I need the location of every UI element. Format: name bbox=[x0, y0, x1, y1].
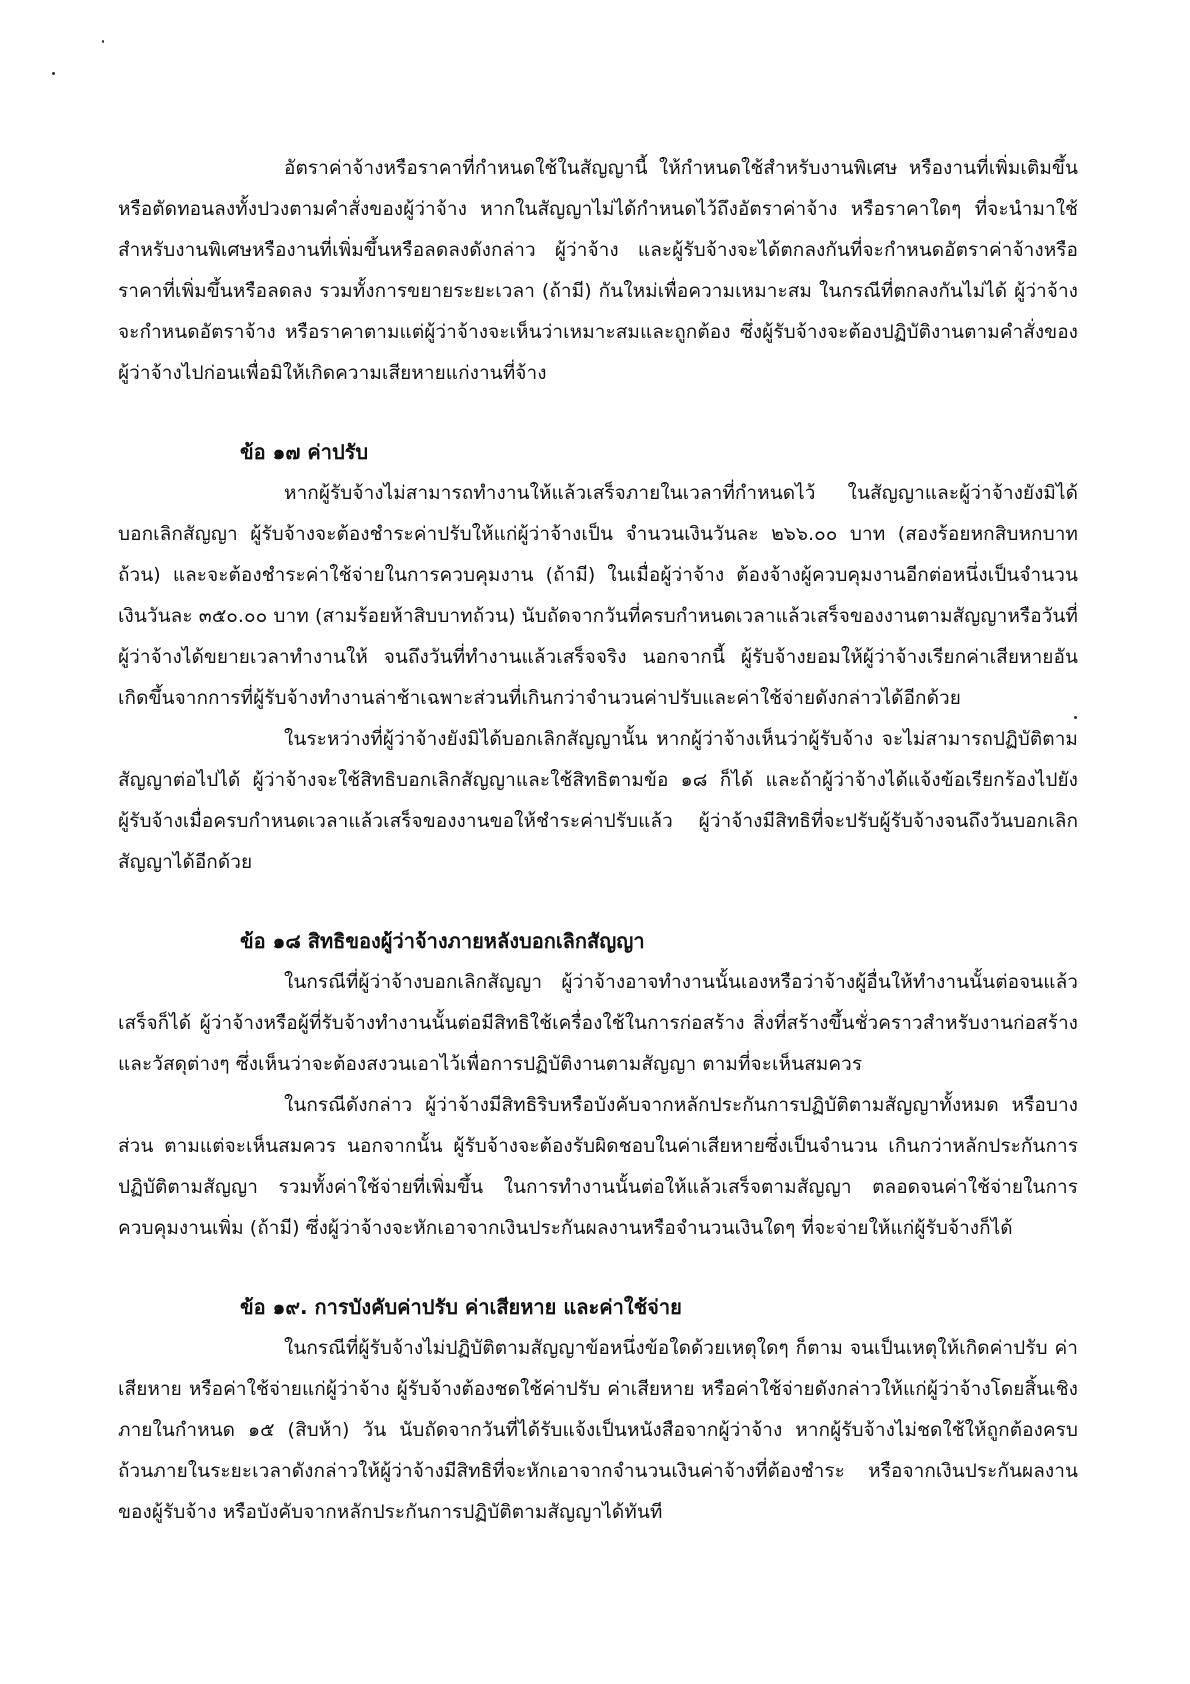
clause-17-paragraph-1: หากผู้รับจ้างไม่สามารถทำงานให้แล้วเสร็จภายในเวลาที่กำหนดไว้ ในสัญญาและผู้ว่าจ้างยังมิได้บอกเลิกสัญญา ผู้รับจ้างจะต้องชำระค่าปรับให้แก่ผู้ว่าจ้างเป็น จำนวนเงินวันละ ๒๖๖.๐๐ บาท (สองร้อยหกสิบหกบาทถ้วน) และจะต้องชำระค่าใช้จ่ายในการควบคุมงาน (ถ้ามี) ในเมื่อผู้ว่าจ้าง ต้องจ้างผู้ควบคุมงานอีกต่อหนึ่งเป็นจำนวนเงินวันละ ๓๕๐.๐๐ บาท (สามร้อยห้าสิบบาทถ้วน) นับถัดจากวันที่ครบกำหนดเวลาแล้วเสร็จของงานตามสัญญาหรือวันที่ผู้ว่าจ้างได้ขยายเวลาทำงานให้ จนถึงวันที่ทำงานแล้วเสร็จจริง นอกจากนี้ ผู้รับจ้างยอมให้ผู้ว่าจ้างเรียกค่าเสียหายอันเกิดขึ้นจากการที่ผู้รับจ้างทำงานล่าช้าเฉพาะส่วนที่เกินกว่าจำนวนค่าปรับและค่าใช้จ่ายดังกล่าวได้อีกด้วย bbox=[118, 482, 1078, 709]
intro-paragraph: อัตราค่าจ้างหรือราคาที่กำหนดใช้ในสัญญานี้ ให้กำหนดใช้สำหรับงานพิเศษ หรืองานที่เพิ่มเติมขึ้นหรือตัดทอนลงทั้งปวงตามคำสั่งของผู้ว่าจ้าง หากในสัญญาไม่ได้กำหนดไว้ถึงอัตราค่าจ้าง หรือราคาใดๆ ที่จะนำมาใช้สำหรับงานพิเศษหรืองานที่เพิ่มขึ้นหรือลดลงดังกล่าว ผู้ว่าจ้าง และผู้รับจ้างจะได้ตกลงกันที่จะกำหนดอัตราค่าจ้างหรือราคาที่เพิ่มขึ้นหรือลดลง รวมทั้งการขยายระยะเวลา (ถ้ามี) กันใหม่เพื่อความเหมาะสม ในกรณีที่ตกลงกันไม่ได้ ผู้ว่าจ้างจะกำหนดอัตราจ้าง หรือราคาตามแต่ผู้ว่าจ้างจะเห็นว่าเหมาะสมและถูกต้อง ซึ่งผู้รับจ้างจะต้องปฏิบัติงานตามคำสั่งของผู้ว่าจ้างไปก่อนเพื่อมิให้เกิดความเสียหายแก่งานที่จ้าง bbox=[118, 157, 1078, 384]
clause-19-heading: ข้อ ๑๙. การบังคับค่าปรับ ค่าเสียหาย และค่าใช้จ่าย bbox=[240, 1295, 682, 1319]
scan-speck bbox=[102, 40, 104, 43]
clause-17-heading: ข้อ ๑๗ ค่าปรับ bbox=[240, 440, 369, 464]
clause-18-heading: ข้อ ๑๘ สิทธิของผู้ว่าจ้างภายหลังบอกเลิกสัญญา bbox=[240, 929, 645, 953]
clause-17-paragraph-2: ในระหว่างที่ผู้ว่าจ้างยังมิได้บอกเลิกสัญญานั้น หากผู้ว่าจ้างเห็นว่าผู้รับจ้าง จะไม่สามารถปฏิบัติตามสัญญาต่อไปได้ ผู้ว่าจ้างจะใช้สิทธิบอกเลิกสัญญาและใช้สิทธิตามข้อ ๑๘ ก็ได้ และถ้าผู้ว่าจ้างได้แจ้งข้อเรียกร้องไปยังผู้รับจ้างเมื่อครบกำหนดเวลาแล้วเสร็จของงานขอให้ชำระค่าปรับแล้ว ผู้ว่าจ้างมีสิทธิที่จะปรับผู้รับจ้างจนถึงวันบอกเลิกสัญญาได้อีกด้วย bbox=[118, 728, 1078, 873]
clause-18-paragraph-1: ในกรณีที่ผู้ว่าจ้างบอกเลิกสัญญา ผู้ว่าจ้างอาจทำงานนั้นเองหรือว่าจ้างผู้อื่นให้ทำงานนั้นต่อจนแล้วเสร็จก็ได้ ผู้ว่าจ้างหรือผู้ที่รับจ้างทำงานนั้นต่อมีสิทธิใช้เครื่องใช้ในการก่อสร้าง สิ่งที่สร้างขึ้นชั่วคราวสำหรับงานก่อสร้างและวัสดุต่างๆ ซึ่งเห็นว่าจะต้องสงวนเอาไว้เพื่อการปฏิบัติงานตามสัญญา ตามที่จะเห็นสมควร bbox=[118, 971, 1078, 1075]
clause-19-paragraph-1: ในกรณีที่ผู้รับจ้างไม่ปฏิบัติตามสัญญาข้อหนึ่งข้อใดด้วยเหตุใดๆ ก็ตาม จนเป็นเหตุให้เกิดค่าปรับ ค่าเสียหาย หรือค่าใช้จ่ายแก่ผู้ว่าจ้าง ผู้รับจ้างต้องชดใช้ค่าปรับ ค่าเสียหาย หรือค่าใช้จ่ายดังกล่าวให้แก่ผู้ว่าจ้างโดยสิ้นเชิงภายในกำหนด ๑๕ (สิบห้า) วัน นับถัดจากวันที่ได้รับแจ้งเป็นหนังสือจากผู้ว่าจ้าง หากผู้รับจ้างไม่ชดใช้ให้ถูกต้องครบถ้วนภายในระยะเวลาดังกล่าวให้ผู้ว่าจ้างมีสิทธิที่จะหักเอาจากจำนวนเงินค่าจ้างที่ต้องชำระ หรือจากเงินประกันผลงาน ของผู้รับจ้าง หรือบังคับจากหลักประกันการปฏิบัติตามสัญญาได้ทันที bbox=[118, 1337, 1078, 1523]
clause-18-paragraph-2: ในกรณีดังกล่าว ผู้ว่าจ้างมีสิทธิริบหรือบังคับจากหลักประกันการปฏิบัติตามสัญญาทั้งหมด หรือบางส่วน ตามแต่จะเห็นสมควร นอกจากนั้น ผู้รับจ้างจะต้องรับผิดชอบในค่าเสียหายซึ่งเป็นจำนวน เกินกว่าหลักประกันการปฏิบัติตามสัญญา รวมทั้งค่าใช้จ่ายที่เพิ่มขึ้น ในการทำงานนั้นต่อให้แล้วเสร็จตามสัญญา ตลอดจนค่าใช้จ่ายในการควบคุมงานเพิ่ม (ถ้ามี) ซึ่งผู้ว่าจ้างจะหักเอาจากเงินประกันผลงานหรือจำนวนเงินใดๆ ที่จะจ่ายให้แก่ผู้รับจ้างก็ได้ bbox=[118, 1094, 1078, 1239]
scan-speck bbox=[52, 72, 55, 75]
document-body bbox=[118, 148, 1078, 1533]
